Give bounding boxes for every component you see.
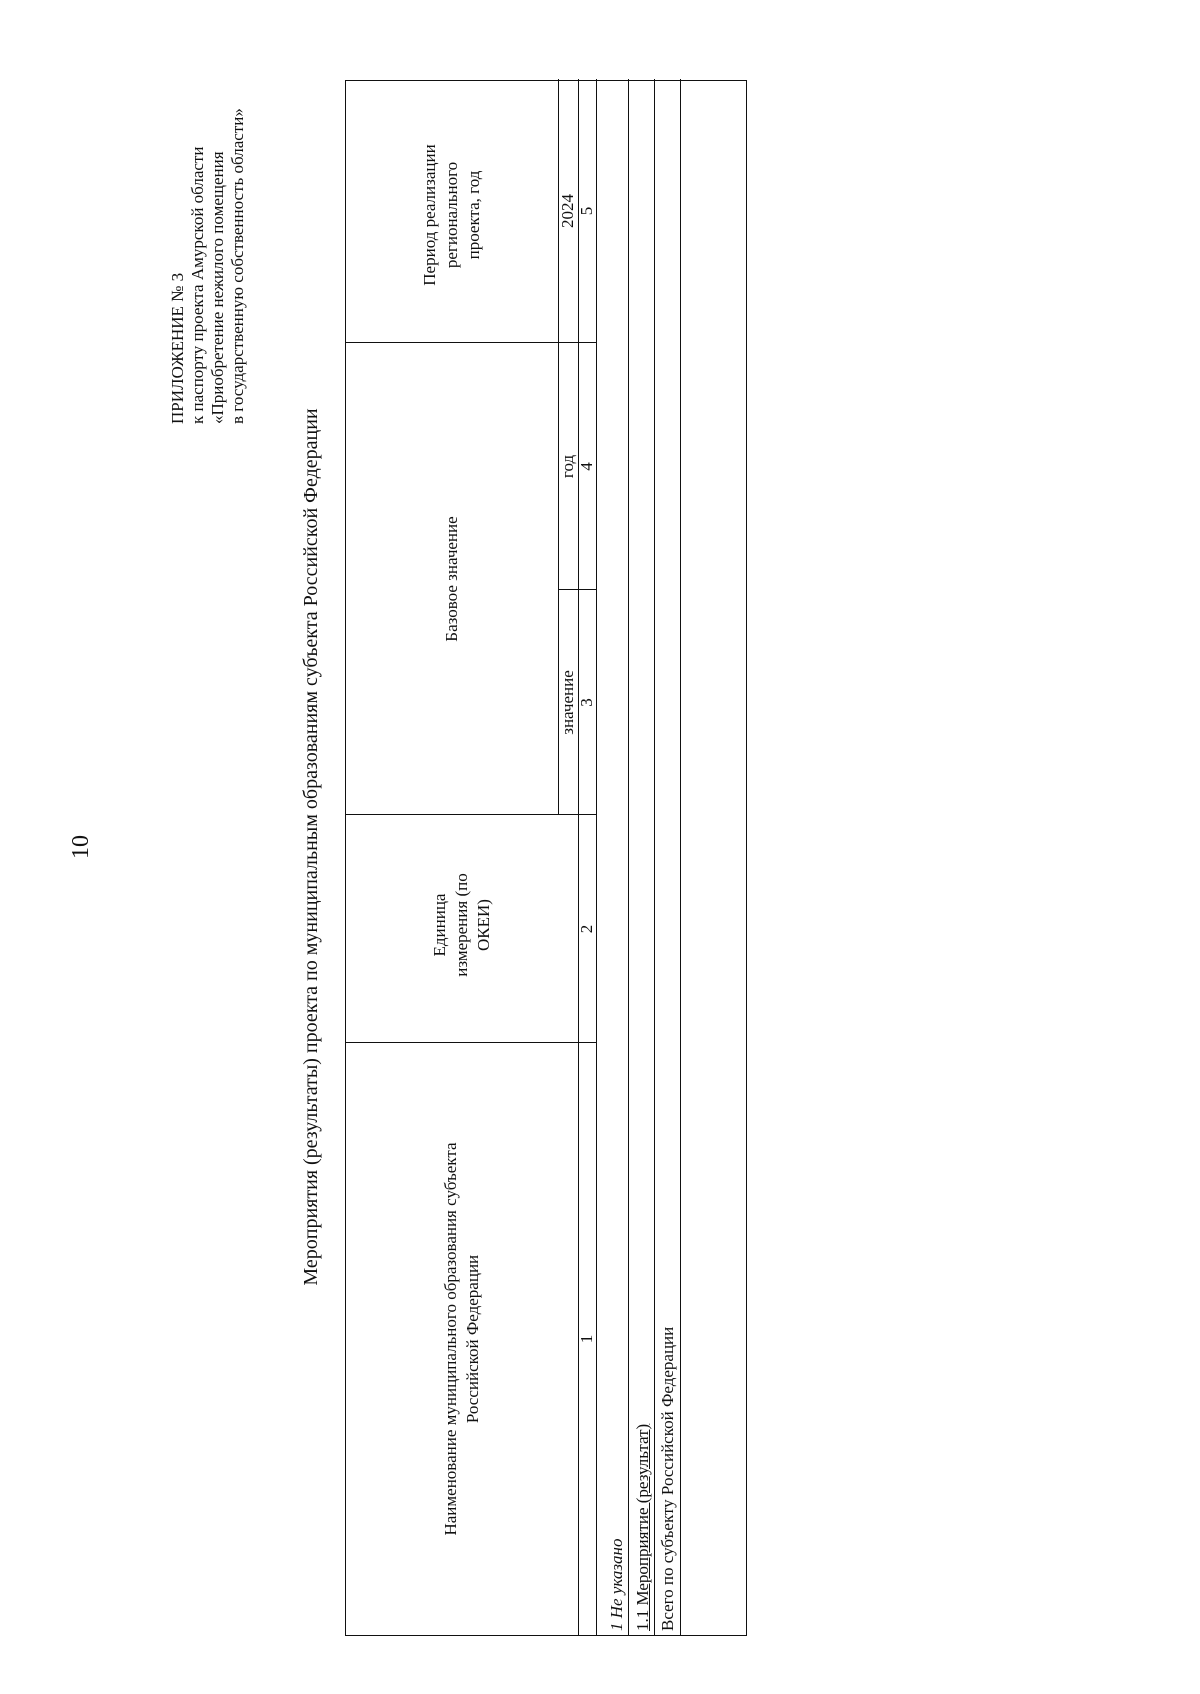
appendix-line: «Приобретение нежилого помещения	[208, 151, 227, 424]
table-title: Мероприятия (результаты) проекта по муниципальным образованиям субъекта Российской Федерации	[300, 408, 322, 1286]
data-table	[345, 80, 747, 1636]
header-unit: Единица измерения (по ОКЕИ)	[430, 873, 493, 977]
row-label-total: Всего по субъекту Российской Федерации	[658, 1326, 677, 1631]
appendix-line: ПРИЛОЖЕНИЕ № 3	[168, 272, 187, 424]
header-base: Базовое значение	[442, 516, 461, 642]
header-period-year: 2024	[558, 194, 577, 228]
page-number: 10	[68, 835, 94, 859]
header-base-year: год	[558, 454, 577, 479]
header-period: Период реализации регионального проекта, год	[420, 144, 483, 286]
column-number: 2	[577, 924, 596, 934]
column-divider	[346, 1042, 596, 1043]
header-base-value: значение	[558, 670, 577, 735]
column-numbers-bottom	[596, 79, 597, 1635]
appendix-line: к паспорту проекта Амурской области	[188, 146, 207, 424]
appendix-line: в государственную собственность области»	[228, 108, 247, 424]
column-number: 1	[577, 1334, 596, 1344]
row-label-event: 1.1 Мероприятие (результат)	[633, 1423, 652, 1631]
header-name: Наименование муниципального образования субъекта Российской Федерации	[441, 1142, 482, 1536]
column-number: 5	[577, 206, 596, 216]
row-divider	[628, 79, 629, 1635]
appendix-header	[168, 108, 248, 424]
row-divider	[654, 79, 655, 1635]
row-label-not-specified: 1 Не указано	[607, 1538, 626, 1631]
column-number: 3	[577, 698, 596, 707]
row-divider	[680, 79, 681, 1635]
column-number: 4	[577, 462, 596, 471]
